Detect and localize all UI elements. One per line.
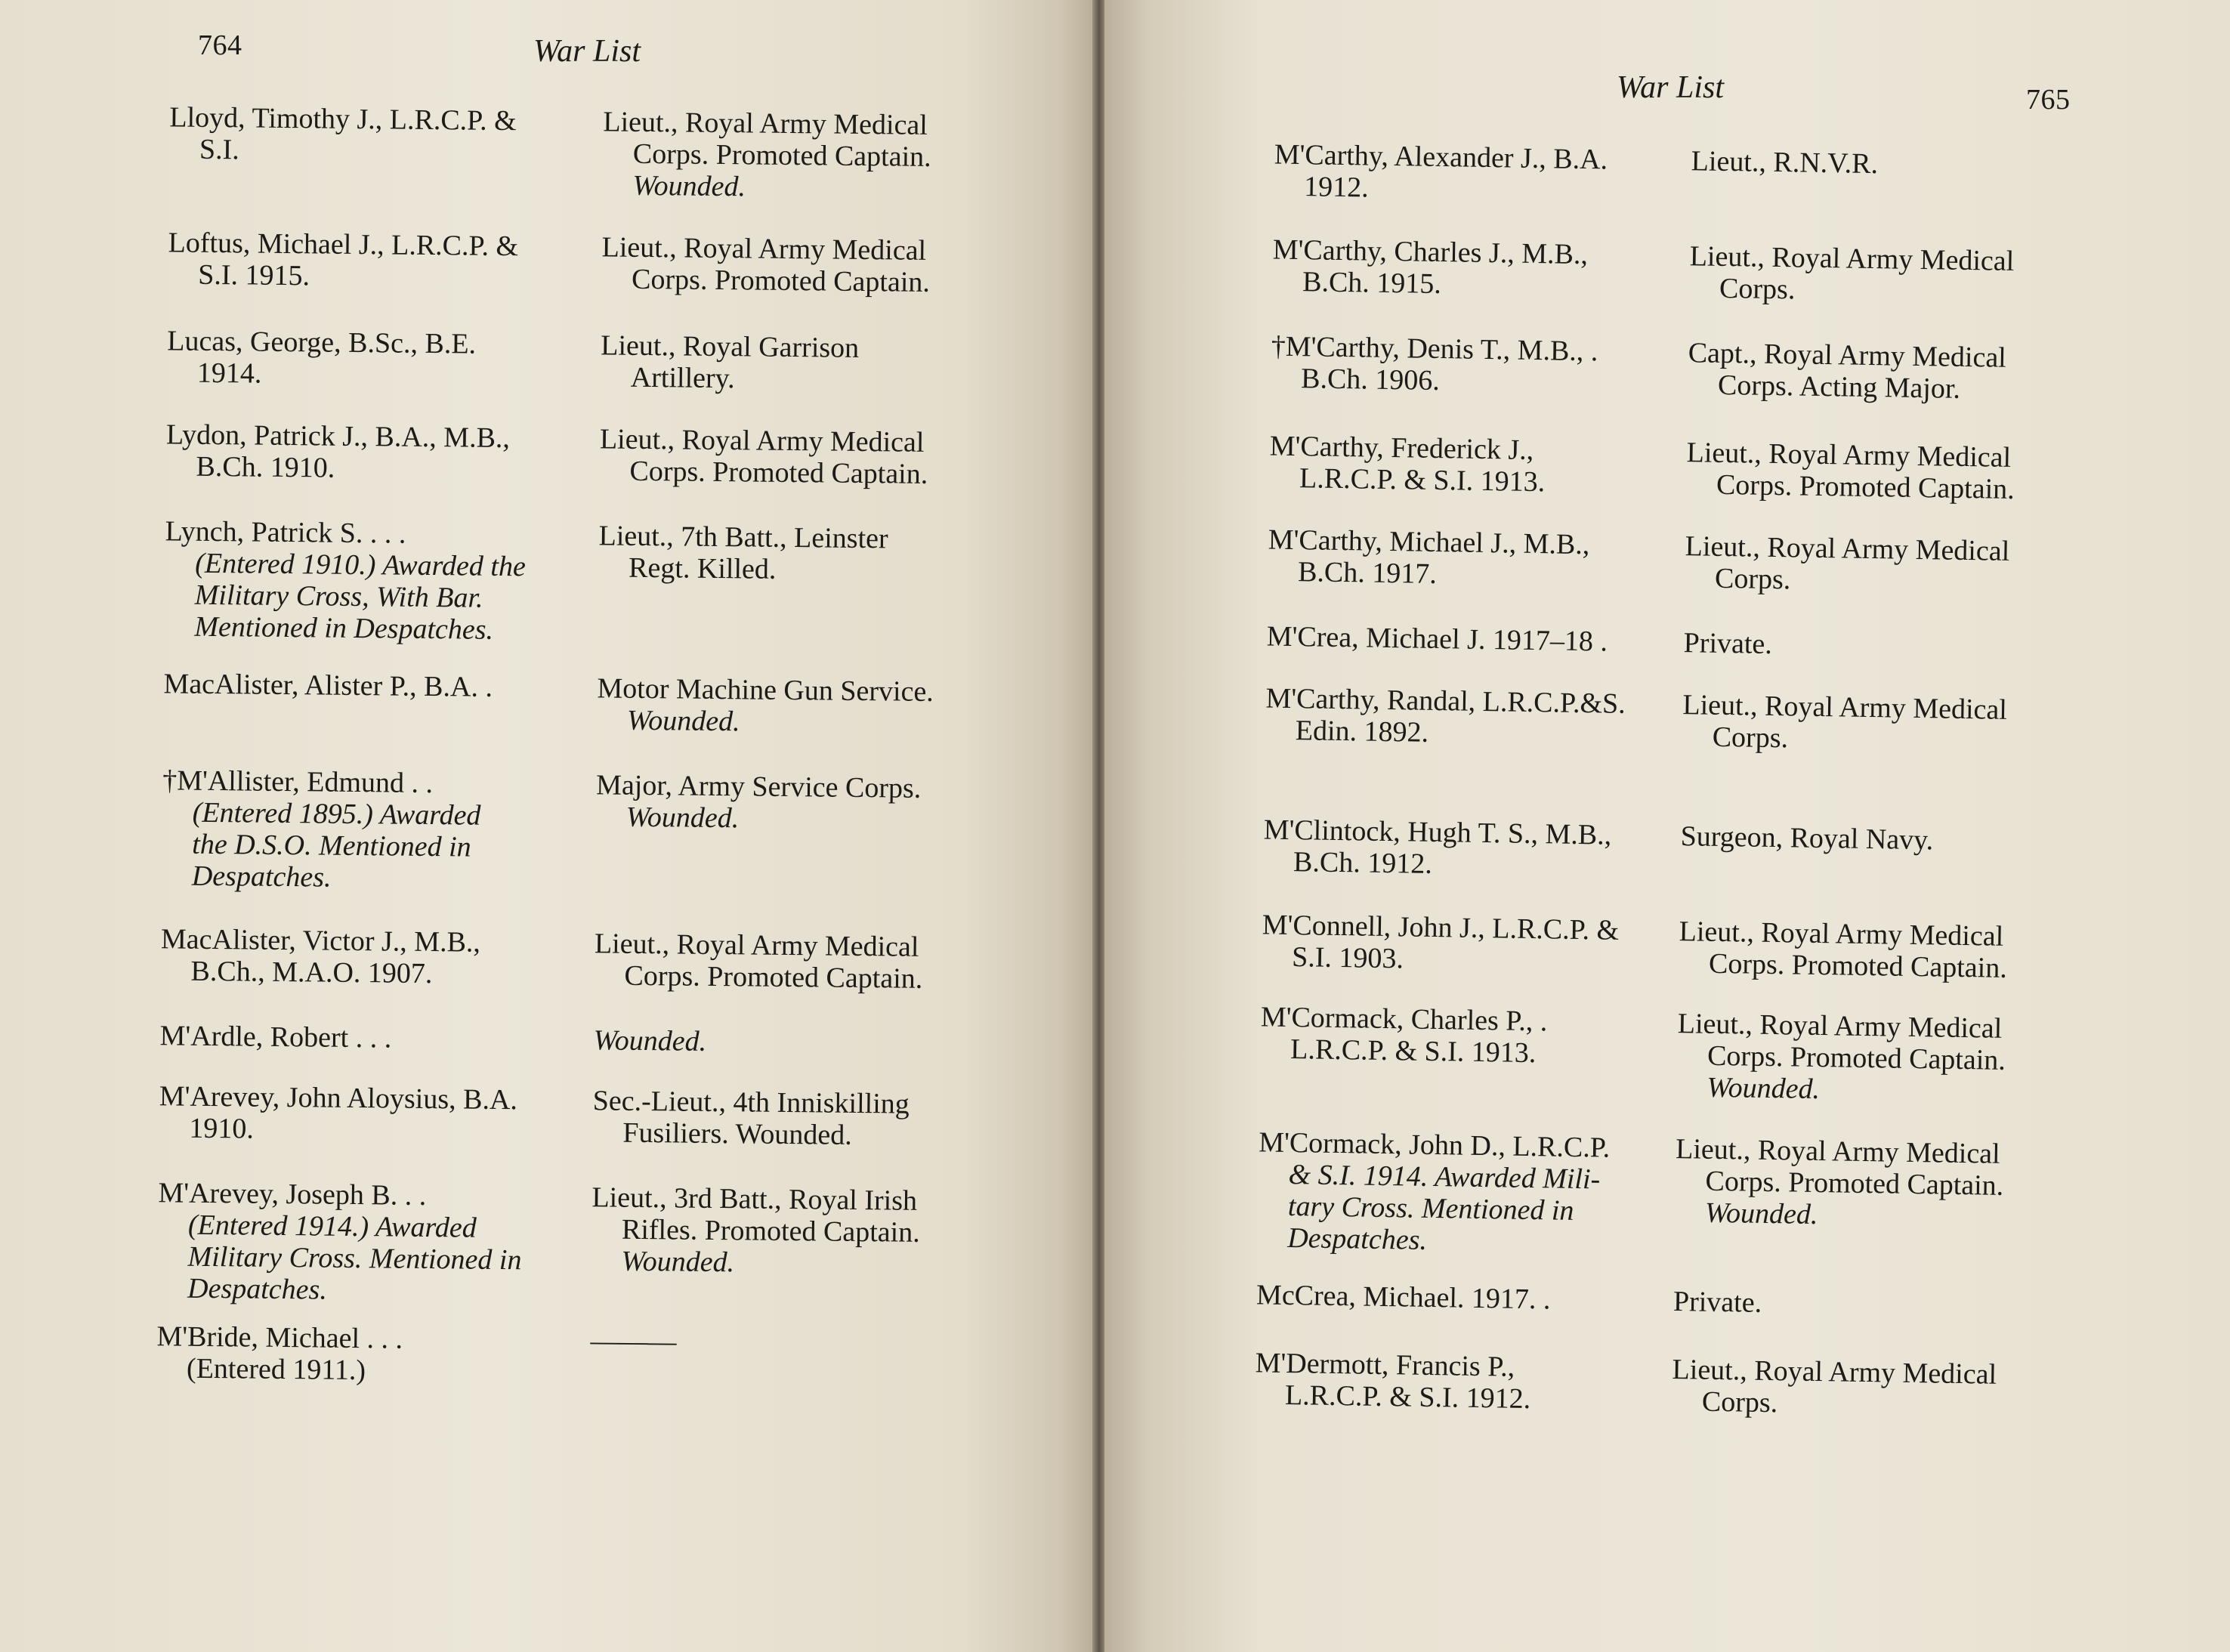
page-number: 764 [198, 29, 242, 61]
entry-name-line: Lydon, Patrick J., B.A., M.B., [165, 418, 511, 455]
entry-service-line: Major, Army Service Corps. [595, 769, 922, 804]
entry-name-line: 1910. [189, 1112, 255, 1145]
entry-service-line: Lieut., Royal Army Medical [1679, 916, 2004, 953]
entry-name-line: Despatches. [187, 1272, 328, 1306]
entry-service-line: Corps. Promoted Captain. [1708, 947, 2008, 984]
entry-service-line: Corps. Promoted Captain. [629, 455, 928, 490]
entry-name-line: Despatches. [191, 860, 332, 894]
entry-name-line: M'Crea, Michael J. 1917–18 . [1266, 620, 1608, 658]
entry-name-line: (Entered 1914.) Awarded [187, 1209, 477, 1244]
entry-name-line: M'Clintock, Hugh T. S., M.B., [1263, 814, 1612, 851]
entry-service-line: Lieut., R.N.V.R. [1691, 145, 1879, 181]
entry-service-line: Corps. Promoted Captain. [1706, 1039, 2006, 1076]
entry-service [601, 231, 1010, 299]
entry-service [601, 329, 1009, 397]
entry-service-line: Wounded. [626, 704, 740, 738]
page-number: 765 [2026, 84, 2071, 116]
entry-service-line: Corps. [1701, 1385, 1778, 1419]
entry-service-line: Corps. Promoted Captain. [631, 263, 931, 298]
entry-service-line: Lieut., Royal Army Medical [599, 423, 925, 459]
entry-name [1260, 1001, 1639, 1070]
entry-service [1679, 916, 2087, 985]
entry-service-line: Corps. Promoted Captain. [624, 959, 923, 995]
entry-service-line: Wounded. [1704, 1197, 1818, 1231]
entry-service [1683, 627, 2092, 665]
entry-service [602, 106, 1011, 205]
entry-service [597, 672, 1005, 740]
entry-service [598, 520, 1007, 588]
entry-service-line: Private. [1683, 627, 1773, 660]
entry-name-line: McCrea, Michael. 1917. . [1256, 1279, 1551, 1316]
entry-service-line: Lieut., Royal Army Medical [1686, 437, 2012, 474]
entry-service-line: ——— [590, 1325, 677, 1358]
entry-service-line: Sec.-Lieut., 4th Inniskilling [592, 1085, 910, 1120]
entry-service [1682, 689, 2090, 758]
entry-name-line: B.Ch. 1917. [1297, 556, 1438, 590]
entry-service [1676, 1008, 2086, 1109]
entry-name [162, 764, 541, 895]
entry-name-line: tary Cross. Mentioned in [1287, 1190, 1574, 1227]
entry-name [1274, 139, 1652, 208]
entry-name-line: (Entered 1911.) [186, 1352, 366, 1387]
entry-name [159, 1020, 537, 1055]
entry-service [1685, 530, 2093, 600]
entry-service [1686, 437, 2095, 506]
entry-name-line: M'Cormack, John D., L.R.C.P. [1258, 1126, 1611, 1164]
entry-service-line: Lieut., Royal Army Medical [1682, 689, 2008, 726]
entry-name [1271, 331, 1649, 400]
entry-name [1257, 1126, 1637, 1259]
entry-name-line: M'Carthy, Charles J., M.B., [1272, 233, 1589, 271]
entry-name-line: Edin. 1892. [1295, 715, 1429, 749]
entry-name-line: M'Dermott, Francis P., [1255, 1347, 1515, 1383]
entry-service-line: Lieut., Royal Army Medical [1672, 1354, 1997, 1391]
entry-name [167, 325, 545, 392]
entry-name [160, 923, 539, 990]
entry-service-line: Wounded. [1706, 1071, 1821, 1106]
entry-service-line: Regt. Killed. [628, 551, 777, 585]
entry-service [1689, 240, 2098, 310]
entry-service-line: Surgeon, Royal Navy. [1680, 820, 1934, 857]
entry-name-line: L.R.C.P. & S.I. 1912. [1284, 1379, 1531, 1416]
entry-name-line: the D.S.O. Mentioned in [192, 828, 471, 863]
entry-service [594, 928, 1002, 996]
entry-service-line: Corps. [1719, 272, 1796, 306]
entry-name [169, 101, 548, 168]
entry-name [1262, 909, 1640, 978]
entry-name [1263, 814, 1642, 883]
entry-service-line: Private. [1672, 1286, 1762, 1319]
entry-name-line: M'Arevey, John Aloysius, B.A. [159, 1080, 518, 1116]
entry-name-line: S.I. [199, 133, 239, 166]
entry-name-line: (Entered 1910.) Awarded the [194, 547, 527, 583]
entry-service-line: Capt., Royal Army Medical [1688, 337, 2007, 374]
entry-service-line: Lieut., Royal Army Medical [594, 928, 919, 963]
entry-service-line: Lieut., Royal Army Medical [601, 231, 927, 267]
entry-name-line: M'Carthy, Michael J., M.B., [1268, 523, 1590, 561]
entry-name [1272, 234, 1651, 304]
entry-name [157, 1177, 536, 1308]
entry-name [159, 1080, 537, 1147]
entry-service-line: Lieut., Royal Army Medical [603, 106, 928, 141]
entry-service-line: Wounded. [621, 1245, 735, 1279]
left-page [0, 0, 1094, 1652]
entry-name-line: M'Arevey, Joseph B. . . [158, 1177, 427, 1212]
entry-name [156, 1320, 535, 1388]
entry-name [163, 668, 541, 703]
entry-service [1680, 820, 2089, 858]
entry-service [599, 423, 1008, 491]
entry-service-line: Corps. Promoted Captain. [1716, 468, 2015, 506]
entry-service-line: Lieut., Royal Garrison [601, 329, 860, 364]
entry-name-line: B.Ch. 1912. [1293, 846, 1433, 880]
entry-service [1673, 1286, 2082, 1323]
entry-name-line: M'Cormack, Charles P., . [1260, 1001, 1548, 1038]
entry-name [1255, 1347, 1633, 1416]
entry-service-line: Artillery. [630, 361, 735, 395]
entry-name [164, 515, 543, 646]
entry-service-line: Rifles. Promoted Captain. [621, 1213, 920, 1249]
entry-name-line: Lynch, Patrick S. . . . [165, 515, 406, 550]
entry-name-line: S.I. 1903. [1291, 941, 1404, 975]
entry-name-line: Lucas, George, B.Sc., B.E. [167, 325, 477, 360]
entry-service-line: Corps. Promoted Captain. [632, 137, 931, 173]
entry-name-line: B.Ch. 1915. [1302, 266, 1442, 301]
entry-name-line: MacAlister, Alister P., B.A. . [163, 668, 493, 703]
entry-name-line: 1912. [1303, 171, 1369, 204]
entry-name [1266, 620, 1645, 658]
entry-service-line: Wounded. [593, 1024, 707, 1058]
entry-name-line: (Entered 1895.) Awarded [192, 796, 481, 832]
entry-name-line: †M'Carthy, Denis T., M.B., . [1271, 330, 1598, 368]
entry-name-line: S.I. 1915. [197, 258, 310, 292]
entry-name-line: M'Bride, Michael . . . [156, 1320, 403, 1355]
entry-name [1256, 1279, 1635, 1317]
entry-service [592, 1085, 1001, 1153]
running-head: War List [1617, 70, 1725, 105]
entry-service-line: Lieut., Royal Army Medical [1675, 1133, 2001, 1170]
entry-name-line: Military Cross, With Bar. [194, 579, 483, 614]
entry-service [1675, 1133, 2084, 1234]
entry-service [1688, 337, 2096, 406]
running-head: War List [533, 34, 641, 69]
entry-service [591, 1181, 999, 1281]
entry-name-line: Military Cross. Mentioned in [187, 1240, 522, 1277]
entry-service-line: Corps. Acting Major. [1717, 369, 1961, 405]
entry-name [1269, 431, 1648, 500]
entry-service [593, 1024, 1001, 1061]
entry-service [590, 1325, 998, 1361]
entry-service-line: Motor Machine Gun Service. [597, 672, 934, 708]
entry-name-line: Lloyd, Timothy J., L.R.C.P. & [169, 101, 517, 137]
entry-name-line: B.Ch., M.A.O. 1907. [190, 955, 433, 990]
entry-name-line: L.R.C.P. & S.I. 1913. [1299, 462, 1546, 499]
entry-name [168, 227, 546, 294]
entry-name-line: Despatches. [1286, 1222, 1428, 1256]
entry-name-line: †M'Allister, Edmund . . [162, 764, 434, 800]
entry-service-line: Lieut., Royal Army Medical [1685, 530, 2010, 567]
entry-name [1268, 523, 1646, 593]
entry-service-line: Corps. [1712, 721, 1789, 755]
entry-name-line: Loftus, Michael J., L.R.C.P. & [168, 227, 519, 263]
entry-service-line: Lieut., 7th Batt., Leinster [598, 520, 888, 555]
entry-service-line: Lieut., Royal Army Medical [1677, 1008, 2003, 1045]
entry-name-line: M'Connell, John J., L.R.C.P. & [1262, 909, 1620, 946]
entry-service [596, 769, 1005, 837]
entry-name-line: 1914. [196, 357, 262, 390]
entry-name [165, 418, 544, 486]
entry-name-line: M'Carthy, Randal, L.R.C.P.&S. [1265, 682, 1626, 720]
entry-name-line: L.R.C.P. & S.I. 1913. [1290, 1033, 1537, 1070]
entry-service [1672, 1354, 2080, 1423]
right-page [1104, 0, 2230, 1652]
entry-name-line: B.Ch. 1906. [1300, 363, 1441, 397]
entry-service-line: Lieut., Royal Army Medical [1689, 240, 2015, 277]
entry-service-line: Fusiliers. Wounded. [622, 1116, 852, 1151]
entry-name-line: M'Carthy, Frederick J., [1269, 430, 1534, 466]
entry-name-line: Mentioned in Despatches. [194, 610, 494, 646]
entry-name-line: M'Ardle, Robert . . . [159, 1020, 392, 1055]
entry-service-line: Corps. [1714, 562, 1791, 596]
entry-name-line: M'Carthy, Alexander J., B.A. [1274, 138, 1608, 176]
entry-name-line: B.Ch. 1910. [196, 450, 335, 484]
entry-name-line: & S.I. 1914. Awarded Mili- [1288, 1159, 1601, 1196]
entry-service-line: Wounded. [632, 169, 746, 203]
entry-service-line: Corps. Promoted Captain. [1705, 1165, 2004, 1202]
entry-service [1691, 145, 2099, 183]
entry-service-line: Wounded. [625, 801, 740, 835]
entry-name-line: MacAlister, Victor J., M.B., [160, 923, 481, 959]
entry-name [1265, 682, 1644, 752]
entry-service-line: Lieut., 3rd Batt., Royal Irish [591, 1181, 918, 1217]
